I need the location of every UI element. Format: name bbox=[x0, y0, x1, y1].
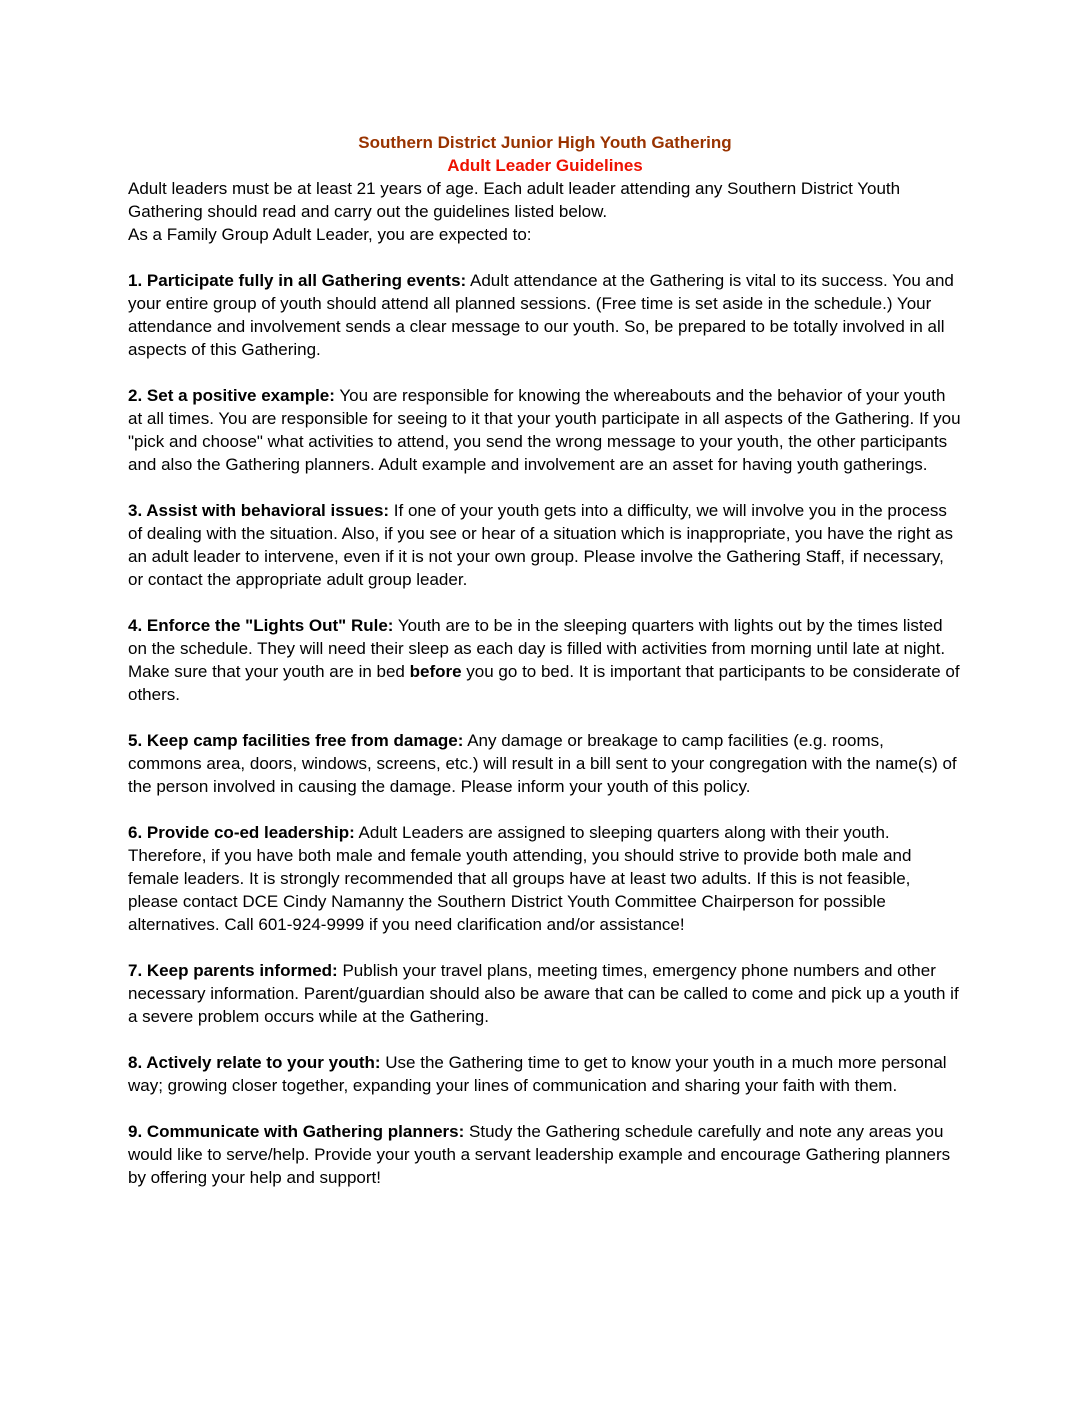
guideline-section bbox=[128, 959, 962, 1028]
guideline-section bbox=[128, 729, 962, 798]
guideline-text: Use the Gathering time to get to know your youth in a much more personal way; growing closer together, expanding your lines of communication and sharing your faith with them. bbox=[128, 1053, 947, 1095]
guideline-section bbox=[128, 1051, 962, 1097]
guideline-heading: 1. Participate fully in all Gathering events: bbox=[128, 271, 467, 290]
guideline-heading: 4. Enforce the "Lights Out" Rule: bbox=[128, 616, 394, 635]
guideline-bold-text: before bbox=[409, 662, 462, 681]
guideline-section bbox=[128, 269, 962, 361]
guideline-text: Study the Gathering schedule carefully and note any areas you would like to serve/help. Provide your youth a servant leadership example and encourage Gathering planners by offering your help and support! bbox=[128, 1122, 951, 1187]
guideline-text: Adult Leaders are assigned to sleeping quarters along with their youth. Therefore, if you have both male and female youth attending, you should strive to provide both male and female leaders. It is strongly recommended that all groups have at least two adults. If this is not feasible, please contact DCE Cindy Namanny the Southern District Youth Committee Chairperson for possible alternatives. Call 601-924-9999 if you need clarification and/or assistance! bbox=[128, 823, 912, 934]
intro-paragraph: Adult leaders must be at least 21 years of age. Each adult leader attending any Southern District Youth Gathering should read and carry out the guidelines listed below. bbox=[128, 179, 901, 221]
guideline-heading: 7. Keep parents informed: bbox=[128, 961, 338, 980]
guideline-heading: 6. Provide co-ed leadership: bbox=[128, 823, 355, 842]
guideline-text: Any damage or breakage to camp facilities (e.g. rooms, commons area, doors, windows, screens, etc.) will result in a bill sent to your congregation with the name(s) of the person involved in causing the damage. Please inform your youth of this policy. bbox=[128, 731, 957, 796]
guidelines-list bbox=[128, 269, 962, 1189]
guideline-text: Publish your travel plans, meeting times, emergency phone numbers and other necessary information. Parent/guardian should also be aware that can be called to come and pick up a youth if a severe problem occurs while at the Gathering. bbox=[128, 961, 959, 1026]
intro-lead-in: As a Family Group Adult Leader, you are expected to: bbox=[128, 225, 532, 244]
guideline-heading: 3. Assist with behavioral issues: bbox=[128, 501, 390, 520]
guideline-text: you go to bed. It is important that participants to be considerate of others. bbox=[128, 662, 960, 704]
guideline-section bbox=[128, 1120, 962, 1189]
document-subtitle: Adult Leader Guidelines bbox=[447, 156, 643, 175]
guideline-text: Youth are to be in the sleeping quarters with lights out by the times listed on the schedule. They will need their sleep as each day is filled with activities from morning until late at night. Make sure that your youth are in bed bbox=[128, 616, 946, 681]
guideline-section bbox=[128, 821, 962, 936]
guideline-section bbox=[128, 499, 962, 591]
guideline-section bbox=[128, 614, 962, 706]
guideline-text: You are responsible for knowing the whereabouts and the behavior of your youth at all times. You are responsible for seeing to it that your youth participate in all aspects of the Gathering. If you "pick and choose" what activities to attend, you send the wrong message to your youth, the other participants and also the Gathering planners. Adult example and involvement are an asset for having youth gatherings. bbox=[128, 386, 961, 474]
guideline-heading: 2. Set a positive example: bbox=[128, 386, 335, 405]
guideline-section bbox=[128, 384, 962, 476]
guideline-heading: 8. Actively relate to your youth: bbox=[128, 1053, 381, 1072]
guideline-text: If one of your youth gets into a difficulty, we will involve you in the process of dealing with the situation. Also, if you see or hear of a situation which is inappropriate, you have the right as an adult leader to intervene, even if it is not your own group. Please involve the Gathering Staff, if necessary, or contact the appropriate adult group leader. bbox=[128, 501, 953, 589]
guideline-heading: 9. Communicate with Gathering planners: bbox=[128, 1122, 465, 1141]
document-title: Southern District Junior High Youth Gathering bbox=[358, 133, 732, 152]
guideline-heading: 5. Keep camp facilities free from damage: bbox=[128, 731, 464, 750]
guideline-text: Adult attendance at the Gathering is vital to its success. You and your entire group of youth should attend all planned sessions. (Free time is set aside in the schedule.) Your attendance and involvement sends a clear message to our youth. So, be prepared to be totally involved in all aspects of this Gathering. bbox=[128, 271, 954, 359]
